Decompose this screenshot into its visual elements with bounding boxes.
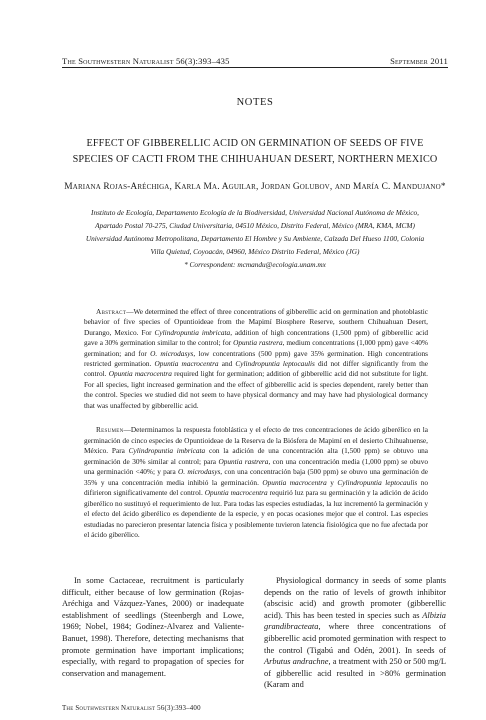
resumen-lead: Resumen bbox=[96, 425, 124, 434]
resumen-text: y bbox=[326, 477, 338, 487]
species-name: Opuntia macrocentra bbox=[108, 369, 172, 379]
species-name: Albizia grandibracteata bbox=[264, 610, 446, 632]
body-text: Physiological dormancy in seeds of some plants depends on the ratio of levels of growth inhibitor (abscisic acid) and growth promoter (gibberellic acid). This has been tested in species such as bbox=[264, 576, 446, 620]
species-name: Arbutus andrachne bbox=[264, 657, 329, 667]
body-text: , where three concentrations of gibberellic acid promoted germination with respect to the control (Tigabú and Odén, 2001). In seeds of bbox=[264, 622, 446, 655]
species-name: Opuntia macrocentra bbox=[262, 477, 327, 487]
paper-title-line-1: EFFECT OF GIBBERELLIC ACID ON GERMINATION OF SEEDS OF FIVE bbox=[86, 138, 424, 149]
body-text: , a treatment with 250 or 500 mg/L of gibberellic acid resulted in >80% germination (Karam and bbox=[264, 657, 446, 690]
header-rule bbox=[62, 67, 448, 68]
running-head-date: September 2011 bbox=[390, 56, 448, 66]
paper-title bbox=[62, 136, 448, 168]
body-paragraph bbox=[264, 575, 446, 691]
abstract-text: did not differ significantly from the control. bbox=[84, 359, 428, 379]
section-title: NOTES bbox=[236, 97, 274, 108]
species-name: Opuntia macrocentra bbox=[154, 359, 219, 369]
abstract-text: required light for germination; addition of gibberellic acid did not substitute for light. For all species, light increased germination and the effect of gibberellic acid is species dependent, rarely better than the control. Species we studied did not seem to have physical dormancy and may have had physiological dormancy that was unaffected by gibberellic acid. bbox=[84, 369, 428, 410]
running-head bbox=[62, 56, 448, 66]
resumen-text: requirió luz para su germinación y la adición de ácido giberélico no sustituyó el requerimiento de luz. Para todas las especies estudiadas, la luz incrementó la germinación y el efecto del ácido giberélico es dependiente de la especie, y en pocas ocasiones mejor que el control. Las especies estudiadas no parecieron presentar latencia física y posiblemente tuvieron latencia fisiológica que no fue afectada por el ácido giberélico. bbox=[84, 488, 428, 539]
species-name: Cylindropuntia leptocaulis bbox=[337, 477, 418, 487]
abstract-text: , addition of high concentrations (1,500 ppm) of gibberellic acid gave a 30% germination similar to the control; for bbox=[84, 327, 428, 348]
species-name: O. microdasys bbox=[177, 467, 221, 476]
affiliation-line-3: Universidad Autónoma Metropolitana, Departamento El Hombre y Su Ambiente, Calzada Del Hueso 1100, Colonia bbox=[85, 234, 425, 243]
body-column-left bbox=[62, 575, 244, 679]
abstract bbox=[84, 307, 428, 411]
resumen-text: con la adición de una concentración alta (1,500 ppm) se obtuvo una germinación de 30% similar al control; para bbox=[84, 446, 428, 466]
resumen-paragraph bbox=[84, 425, 428, 541]
resumen-text: —Determinamos la respuesta fotoblástica y el efecto de tres concentraciones de ácido giberélico en la germinación de cinco especies de Opuntioideae de la Reserva de la Biósfera de Mapimí en el desierto Chihuahuense, México. Para bbox=[84, 425, 428, 455]
correspondent-line: * Correspondent: mcmandu@ecologia.unam.mx bbox=[184, 260, 326, 269]
species-name: Cylindropuntia imbricata bbox=[154, 327, 231, 337]
species-name: Opuntia macrocentra bbox=[204, 488, 268, 497]
species-name: Cylindropuntia imbricata bbox=[128, 446, 206, 455]
resumen-text: , con una concentración media (1,000 ppm) se obuvo una germinación <40%; y para bbox=[84, 456, 428, 476]
species-name: Opuntia rastrera bbox=[233, 338, 283, 348]
paper-title-line-2: SPECIES OF CACTI FROM THE CHIHUAHUAN DESERT, NORTHERN MEXICO bbox=[72, 154, 438, 165]
abstract-paragraph bbox=[84, 307, 428, 411]
body-paragraph: In some Cactaceae, recruitment is particularly difficult, either because of low germination (Rojas-Aréchiga and Vázquez-Yanes, 2000) or inadequate establishment of seedlings (Steenbergh and Lowe, 1969; Nobel, 1984; Godínez-Alvarez and Valiente-Banuet, 1998). Therefore, detecting mechanisms that promote germination have important implications; especially, with regard to propagation of species for conservation and management. bbox=[62, 576, 244, 678]
species-name: O. microdasys bbox=[150, 348, 194, 358]
affiliations bbox=[58, 206, 452, 271]
abstract-text: and bbox=[218, 359, 236, 369]
resumen bbox=[84, 425, 428, 541]
resumen-text: no difirieron significativamente del control. bbox=[84, 477, 429, 497]
abstract-text: —We determined the effect of three concentrations of gibberellic acid on germination and photoblastic behavior of five species of Opuntioideae from the Mapimí Biosphere Reserve, southern Chihuahuan Desert, Durango, Mexico. For bbox=[84, 307, 428, 337]
abstract-lead: Abstract bbox=[96, 307, 127, 316]
body-column-right bbox=[264, 575, 446, 691]
abstract-text: , low concentrations (500 ppm) gave 35% germination. High concentrations restricted germination. bbox=[84, 348, 429, 369]
species-name: Cylindropuntia leptocaulis bbox=[235, 359, 315, 369]
affiliation-line-4: Villa Quietud, Coyoacán, 04960, México Distrito Federal, México (JG) bbox=[150, 247, 360, 256]
affiliation-line-1: Instituto de Ecología, Departamento Ecología de la Biodiversidad, Universidad Nacional Autónoma de México, bbox=[91, 208, 419, 217]
running-head-journal: The Southwestern Naturalist 56(3):393–435 bbox=[62, 56, 230, 66]
affiliation-line-2: Apartado Postal 70-275, Ciudad Universitaria, 04510 México, Distrito Federal, México (MRA, KMA, MCM) bbox=[95, 221, 415, 230]
resumen-text: , con una concentración baja (500 ppm) se obuvo una germinación de 35% y una concentración media inhibió la germinación. bbox=[84, 467, 428, 487]
species-name: Opuntia rastrera bbox=[218, 456, 269, 466]
abstract-text: , medium concentrations (1,000 ppm) gave <40% germination; and for bbox=[84, 338, 428, 358]
page-footer: The Southwestern Naturalist 56(3):393–400 bbox=[62, 705, 201, 712]
author-list: Mariana Rojas-Aréchiga, Karla Ma. Aguilar, Jordan Golubov, and María C. Mandujano* bbox=[64, 182, 446, 192]
